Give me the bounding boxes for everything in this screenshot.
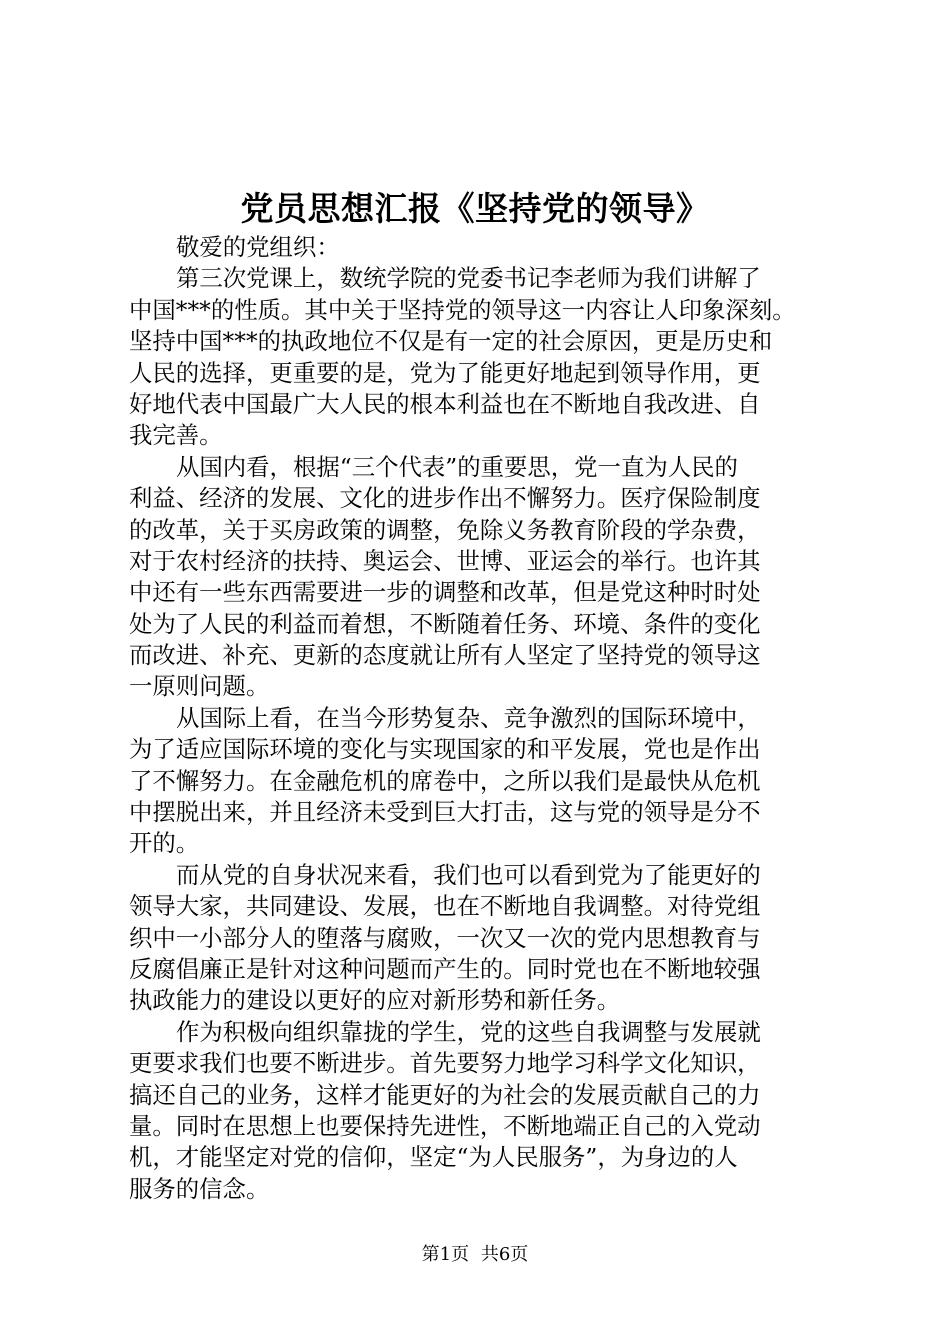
text-line: 中还有一些东西需要进一步的调整和改革，但是党这种时时处 — [129, 578, 761, 607]
text-line: 执政能力的建设以更好的应对新形势和新任务。 — [129, 986, 621, 1015]
text-line: 从国际上看，在当今形势复杂、竞争激烈的国际环境中， — [176, 703, 761, 732]
page-number: 第1页 — [421, 1244, 470, 1265]
document-body — [129, 232, 833, 1205]
text-line: 为了适应国际环境的变化与实现国家的和平发展，党也是作出 — [129, 735, 761, 764]
text-line: 服务的信念。 — [129, 1174, 270, 1203]
text-line: 机，才能坚定对党的信仰，坚定“为人民服务”，为身边的人 — [129, 1143, 738, 1172]
text-line: 搞还自己的业务，这样才能更好的为社会的发展贡献自己的力 — [129, 1080, 761, 1109]
text-line: 我完善。 — [129, 421, 223, 450]
text-line: 更要求我们也要不断进步。首先要努力地学习科学文化知识， — [129, 1049, 761, 1078]
text-line: 反腐倡廉正是针对这种问题而产生的。同时党也在不断地较强 — [129, 954, 761, 983]
text-line: 而从党的自身状况来看，我们也可以看到党为了能更好的 — [176, 860, 761, 889]
document-title: 党员思想汇报《坚持党的领导》 — [240, 189, 710, 228]
text-line: 对于农村经济的扶持、奥运会、世博、亚运会的举行。也许其 — [129, 546, 761, 575]
text-line: 中摆脱出来，并且经济未受到巨大打击，这与党的领导是分不 — [129, 798, 761, 827]
text-line: 坚持中国***的执政地位不仅是有一定的社会原因，更是历史和 — [129, 327, 773, 356]
text-line: 利益、经济的发展、文化的进步作出不懈努力。医疗保险制度 — [129, 484, 761, 513]
text-line: 了不懈努力。在金融危机的席卷中，之所以我们是最快从危机 — [129, 766, 761, 795]
text-line: 领导大家，共同建设、发展，也在不断地自我调整。对待党组 — [129, 892, 761, 921]
text-line: 处为了人民的利益而着想，不断随着任务、环境、条件的变化 — [129, 609, 761, 638]
text-line: 第三次党课上，数统学院的党委书记李老师为我们讲解了 — [176, 264, 761, 293]
text-line: 量。同时在思想上也要保持先进性，不断地端正自己的入党动 — [129, 1111, 761, 1140]
text-line: 的改革，关于买房政策的调整，免除义务教育阶段的学杂费， — [129, 515, 761, 544]
page-total: 共6页 — [480, 1244, 529, 1265]
text-line: 织中一小部分人的堕落与腐败，一次又一次的党内思想教育与 — [129, 923, 761, 952]
body-text — [129, 263, 833, 1205]
text-line: 人民的选择，更重要的是，党为了能更好地起到领导作用，更 — [129, 358, 761, 387]
text-line: 一原则问题。 — [129, 672, 270, 701]
text-line: 从国内看，根据“三个代表”的重要思，党一直为人民的 — [176, 452, 738, 481]
text-line: 好地代表中国最广大人民的根本利益也在不断地自我改进、自 — [129, 389, 761, 418]
text-line: 而改进、补充、更新的态度就让所有人坚定了坚持党的领导这 — [129, 641, 761, 670]
text-line: 作为积极向组织靠拢的学生，党的这些自我调整与发展就 — [176, 1017, 761, 1046]
text-line: 开的。 — [129, 829, 200, 858]
salutation: 敬爱的党组织： — [176, 233, 340, 261]
page-footer — [0, 1243, 950, 1267]
text-line: 中国***的性质。其中关于坚持党的领导这一内容让人印象深刻。 — [129, 295, 796, 324]
